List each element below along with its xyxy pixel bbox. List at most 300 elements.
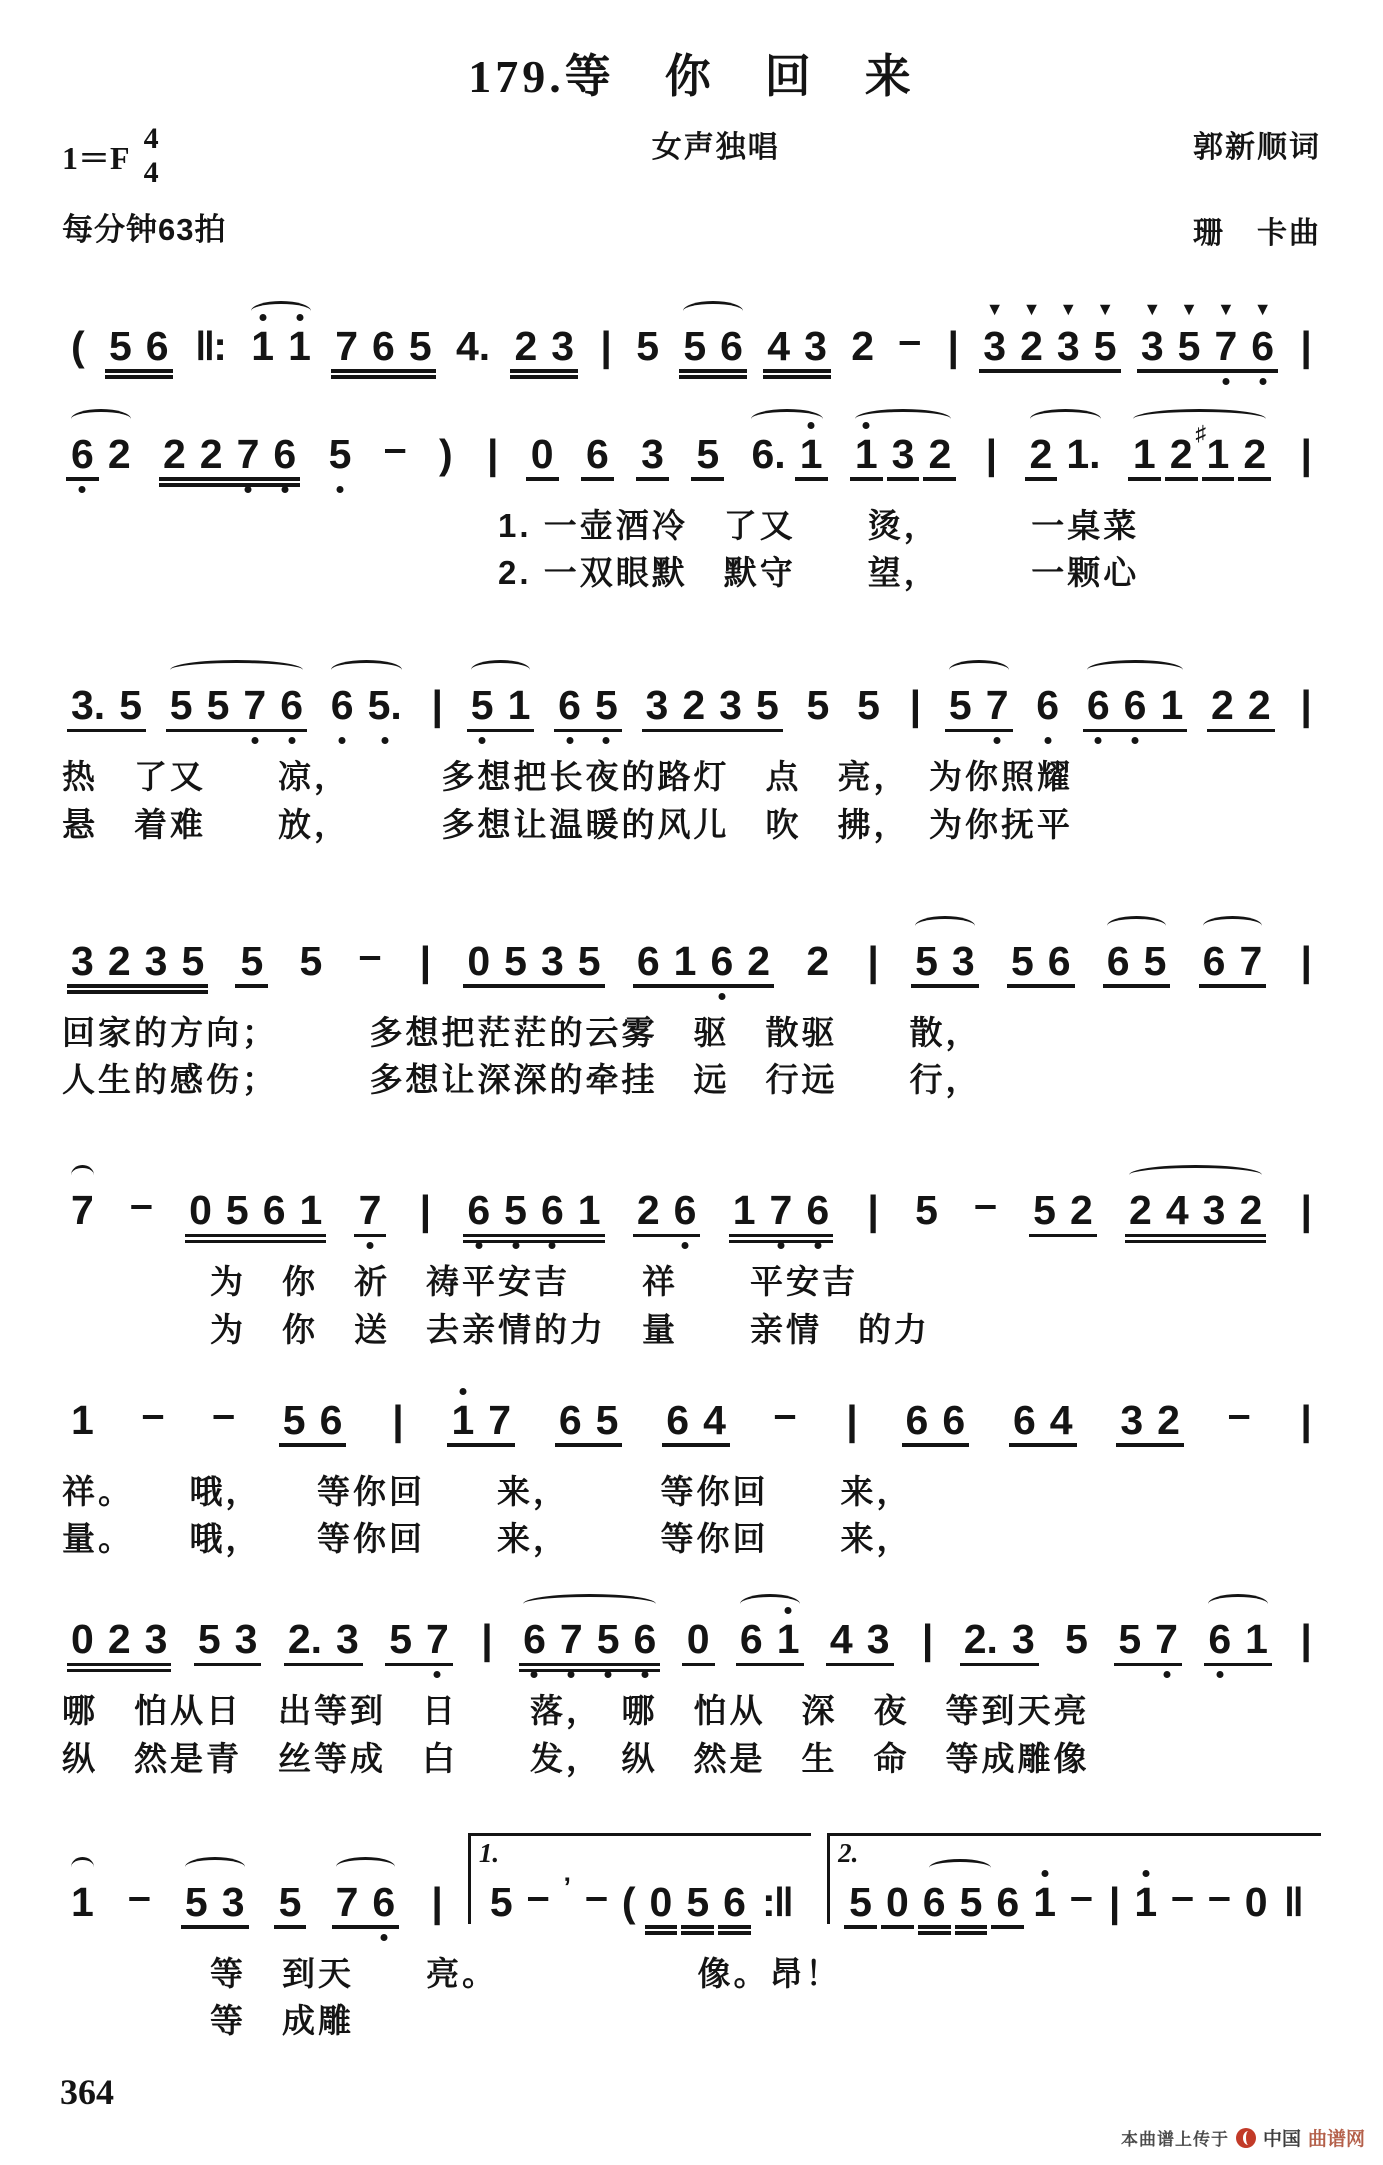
octave-dot-below (566, 737, 573, 744)
note-group (350, 931, 391, 983)
beam-line (284, 1663, 363, 1667)
beam-line (185, 1234, 326, 1238)
slur-group (62, 1878, 103, 1925)
note: 2 (1239, 1187, 1263, 1234)
octave-dot-above (863, 422, 870, 429)
barline: | (419, 937, 430, 984)
note: 7 (1239, 937, 1263, 984)
note-group (1109, 1616, 1187, 1663)
barline: | (985, 430, 996, 477)
note: 7 (763, 1190, 800, 1232)
accent-icon: ▼ (1216, 299, 1235, 319)
note-group (628, 937, 779, 984)
note: 5 (299, 937, 323, 984)
music-system-6 (62, 1390, 1321, 1564)
beam-line (945, 729, 1013, 733)
note: 3 (1120, 1396, 1144, 1443)
octave-dot-below (718, 993, 725, 1000)
beam-line (681, 1931, 714, 1935)
note-group (470, 1616, 501, 1663)
octave-dot-below (1216, 1671, 1223, 1678)
octave-dot-below (641, 1671, 648, 1678)
note: 5 (636, 323, 660, 369)
note: 3 (804, 323, 827, 369)
beam-line (1199, 984, 1267, 988)
beam-line (235, 984, 268, 988)
note: 6 (534, 1190, 571, 1232)
note: 3 (951, 937, 975, 984)
beam-line (463, 1240, 604, 1244)
lyrics-block (62, 1950, 1321, 2046)
beam-line (67, 729, 146, 733)
note: 5 (915, 937, 938, 984)
note: 0 (467, 937, 491, 984)
note-group (549, 682, 627, 729)
note: 6 (1080, 685, 1117, 727)
note-group (1004, 1396, 1082, 1443)
note-group (133, 1390, 174, 1442)
slur-group (940, 682, 1018, 729)
octave-dot-below (475, 1242, 482, 1249)
lyrics-block (62, 1687, 1321, 1783)
note-group (184, 323, 236, 369)
beam-line (1083, 729, 1187, 733)
note: 7 (419, 1619, 456, 1661)
lyric-line-verse1: 回家的方向； 多想把茫茫的云雾 驱 散驱 散， (62, 1013, 982, 1051)
note-group (724, 1187, 838, 1234)
lyric-line-verse1: 祥。 哦， 等你回 来， 等你回 来， (62, 1472, 913, 1510)
note: 2 (851, 323, 875, 369)
note: 3 (234, 1616, 258, 1663)
note: 6 (1202, 937, 1226, 984)
slur-group (327, 1878, 405, 1925)
octave-dot-above (459, 1388, 466, 1395)
note: 6 (262, 1187, 286, 1234)
octave-dot-below (339, 737, 346, 744)
note: 1 (770, 1619, 807, 1661)
beam-line (555, 1443, 623, 1447)
beam-line (331, 369, 435, 373)
note: 6 (324, 685, 361, 727)
note: – (773, 1390, 797, 1437)
note: 6 (703, 941, 740, 983)
note: 1 (244, 326, 281, 368)
note: 5 (184, 1878, 208, 1925)
note: 0 (524, 434, 561, 476)
note-group (589, 323, 620, 369)
octave-dot-below (777, 1242, 784, 1249)
note: 6 (627, 1619, 664, 1661)
note: – (974, 1181, 997, 1228)
note: 5 (181, 937, 205, 984)
beam-line (463, 984, 604, 988)
note: 2 (514, 323, 538, 369)
note: 5 (953, 1882, 990, 1924)
note: ( (621, 1878, 636, 1925)
note-group (62, 1396, 103, 1443)
note: 5 (464, 685, 501, 727)
note: 5 (389, 1616, 413, 1663)
beam-line (826, 1663, 894, 1667)
note-group (62, 682, 151, 729)
note: 6 (716, 1882, 753, 1924)
lyric-line-verse2: 人生的感伤； 多想让深深的牵挂 远 行远 行， (62, 1061, 982, 1099)
note-group (381, 1396, 412, 1443)
note: – (526, 1872, 550, 1919)
watermark (1121, 2124, 1365, 2151)
lyric-line-verse1: 哪 怕从日 出等到 日 落， 哪 怕从 深 夜 等到天亮 (62, 1692, 1090, 1730)
note: 6 (516, 1619, 553, 1661)
note: 6 (372, 323, 395, 369)
note: 2 (1157, 1396, 1180, 1443)
slur-group (161, 682, 312, 729)
barline: | (846, 1396, 856, 1443)
accent-icon: ▼ (1022, 299, 1041, 319)
barline: | (947, 323, 957, 369)
volta-label: 2. (838, 1837, 859, 1868)
key-signature (62, 122, 159, 190)
beam-line (1029, 1234, 1097, 1238)
music-system-5 (62, 1181, 1321, 1354)
note: 6 (667, 1190, 704, 1232)
note-group (154, 430, 305, 477)
note: 4 (829, 1616, 853, 1663)
note: – (1207, 1872, 1231, 1919)
barline: | (419, 1187, 430, 1234)
beam-line (763, 369, 831, 373)
note: 4 (767, 323, 791, 369)
octave-dot-below (337, 486, 344, 493)
note: 6 (636, 937, 660, 984)
note: 3 (71, 937, 94, 984)
notation-line-2 (62, 421, 1321, 477)
note-group (458, 1187, 609, 1234)
note-group (687, 430, 728, 477)
barline: | (921, 1616, 932, 1663)
slur-group (1120, 1187, 1271, 1234)
lyric-line-verse2: 量。 哦， 等你回 来， 等你回 来， (62, 1520, 913, 1558)
note: 5 (282, 1396, 306, 1443)
beam-line (519, 1669, 660, 1673)
note: 1 (1127, 1882, 1164, 1924)
note: 6 (1012, 1396, 1036, 1443)
note: 5 (588, 685, 625, 727)
note: 6 (145, 323, 169, 369)
slur-group (322, 682, 411, 729)
beam-line (645, 1925, 678, 1929)
note-group (1289, 1616, 1320, 1663)
note-group (657, 1396, 735, 1443)
beam-line (902, 1443, 970, 1447)
note-group (380, 1616, 458, 1663)
lyric-line-verse1: 1. 一壶酒冷 了又 烫， 一桌菜 (498, 506, 1140, 544)
notation-line-3 (62, 682, 1321, 729)
slur-group (906, 937, 984, 984)
note: 5 (689, 434, 726, 476)
note: 3 (1011, 1616, 1035, 1663)
slur-group (846, 430, 960, 477)
slur-group (62, 1187, 103, 1234)
octave-dot-below (549, 1242, 556, 1249)
beam-line (185, 1240, 326, 1244)
beam-line (633, 984, 774, 988)
note-group (180, 1187, 331, 1234)
note-group (678, 1616, 719, 1663)
meter-denominator: 4 (143, 156, 159, 189)
note: 1 (1126, 434, 1163, 476)
note: 3 ▼ (1140, 299, 1164, 369)
beam-line (1116, 1443, 1184, 1447)
notation-line-1 (62, 299, 1321, 369)
watermark-site-name-red: 曲谱网 (1307, 2129, 1365, 2150)
note-group (848, 682, 889, 729)
note: 1 (1160, 682, 1184, 729)
note-group (476, 430, 507, 477)
note: 6. (751, 430, 786, 477)
octave-dot-below (1044, 737, 1051, 744)
page-title: 179.等 你 回 来 (468, 51, 915, 102)
note: – (383, 424, 407, 471)
note: 6 (558, 1396, 582, 1443)
note: 1 (444, 1400, 481, 1442)
barline: | (867, 937, 877, 984)
beam-line (274, 1925, 307, 1929)
note: 6 ▼ (1244, 326, 1281, 368)
note: 6 (1029, 685, 1066, 727)
note-group (447, 323, 499, 369)
note-group (821, 1616, 899, 1663)
slur-group (176, 1878, 254, 1925)
sharp-icon: ♯ (1195, 421, 1206, 445)
note: 5 (948, 682, 972, 729)
note: 3. (71, 682, 106, 729)
beam-line (918, 1931, 951, 1935)
note: 2 (1236, 434, 1273, 476)
octave-dot-below (245, 486, 252, 493)
note: 6 (1106, 937, 1130, 984)
beam-line (385, 1663, 453, 1667)
note: 3 (885, 434, 922, 476)
site-logo-icon (1236, 2128, 1256, 2148)
slur-group (242, 323, 320, 369)
note-group (632, 430, 673, 477)
lyric-line-verse2: 纵 然是青 丝等成 白 发， 纵 然是 生 命 等成雕像 (62, 1739, 1090, 1777)
beam-line (636, 477, 669, 481)
note: 4 (1049, 1396, 1073, 1443)
note: 4. (455, 323, 491, 369)
note-group (1132, 299, 1283, 369)
note: – (358, 931, 382, 978)
note: 2 (162, 430, 186, 477)
note: 1 (71, 1878, 94, 1925)
barline: | (1108, 1878, 1119, 1925)
note: 3 (221, 1878, 245, 1925)
note: 5 ▼ (1093, 299, 1117, 369)
barline: | (1300, 937, 1310, 984)
lyrics-block (62, 1468, 1321, 1564)
octave-dot-below (568, 1671, 575, 1678)
barline: | (1300, 1616, 1310, 1663)
note: 1 (1026, 1882, 1063, 1924)
notation-line-7 (62, 1616, 1321, 1663)
note: 2. (963, 1616, 998, 1663)
note-group (62, 937, 213, 984)
barline: | (431, 682, 442, 729)
slur-group (514, 1616, 665, 1663)
note-group (758, 323, 836, 369)
accent-icon: ▼ (985, 299, 1004, 319)
note: 6 (460, 1190, 497, 1232)
volta-label: 1. (478, 1837, 500, 1868)
slur-group (62, 430, 140, 477)
watermark-prefix: 本曲谱上传于 (1120, 2130, 1229, 2149)
note-group (1056, 1616, 1097, 1663)
slur-group (1098, 937, 1176, 984)
beam-line (736, 1663, 804, 1667)
note-group (1219, 1390, 1260, 1442)
note: 6 (916, 1882, 953, 1924)
note-group (522, 430, 563, 477)
lyrics-block (62, 502, 1321, 598)
octave-dot-below (512, 1242, 519, 1249)
beam-line (166, 729, 307, 733)
beam-line (763, 375, 831, 379)
barline: | (481, 1616, 491, 1663)
notation-line-4 (62, 931, 1321, 984)
note-group (550, 1396, 628, 1443)
note: 7 (488, 1396, 512, 1443)
beam-line (979, 369, 1120, 373)
octave-dot-below (682, 1242, 689, 1249)
note: 3 (144, 937, 168, 984)
note: 2 (199, 430, 223, 477)
octave-dot-above (785, 1607, 792, 1614)
octave-dot-below (1163, 1671, 1170, 1678)
beam-line (332, 1925, 400, 1929)
octave-dot-below (814, 1242, 821, 1249)
composer-credit: 珊 卡曲 (1193, 217, 1321, 250)
note: 5 (857, 682, 880, 729)
beam-line (105, 375, 173, 379)
octave-dot-below (994, 737, 1001, 744)
beam-line (463, 1234, 604, 1238)
notation-line-5 (62, 1181, 1321, 1234)
note-group (409, 937, 440, 984)
beam-line (1103, 984, 1171, 988)
note-group (119, 1872, 160, 1924)
note-group (279, 1616, 368, 1663)
note-group (430, 430, 462, 477)
note: – (1070, 1872, 1093, 1919)
note: ’ (563, 1871, 572, 1902)
barline: | (486, 430, 497, 477)
beam-line (718, 1925, 751, 1929)
note: 0 (71, 1616, 94, 1663)
note: 3 (1202, 1187, 1226, 1234)
accent-icon: ▼ (1143, 299, 1162, 319)
page-number: 364 (60, 2072, 114, 2112)
note: – (212, 1390, 235, 1437)
octave-dot-below (605, 1671, 612, 1678)
note: 2 (1023, 434, 1060, 476)
note-group (627, 323, 668, 369)
beam-line (881, 1925, 914, 1929)
note: 3 (144, 1616, 168, 1663)
meter-numerator: 4 (143, 122, 159, 155)
voice-type: 女声独唱 (651, 131, 780, 164)
barline: | (600, 323, 610, 369)
note-group (765, 1390, 806, 1442)
note: 1 (1245, 1616, 1268, 1663)
note: 6 (905, 1396, 929, 1443)
note: 7 (553, 1619, 590, 1661)
beam-line (1114, 1663, 1182, 1667)
note: – (130, 1181, 153, 1228)
lyric-line-verse1: 热 了又 凉， 多想把长夜的路灯 点 亮， 为你照耀 (62, 758, 1073, 796)
beam-line (159, 477, 300, 481)
beam-line (682, 1663, 715, 1667)
note: 5 (322, 434, 359, 476)
beam-line (991, 1925, 1024, 1929)
beam-line (519, 1663, 660, 1667)
note: 4 (1165, 1187, 1189, 1234)
note: 5 (1065, 1616, 1088, 1663)
lyrics-block (62, 1009, 1321, 1105)
note-group (856, 937, 887, 984)
note: 6 (319, 1396, 343, 1443)
note: 3 (866, 1616, 890, 1663)
note: 5 (683, 323, 707, 369)
music-system-1 (62, 299, 1321, 369)
note: 2 (1069, 1187, 1093, 1234)
beam-line (645, 1931, 678, 1935)
beam-line (67, 990, 208, 994)
octave-dot-below (251, 737, 258, 744)
beam-line (67, 984, 208, 988)
note: 0 (189, 1187, 212, 1234)
note: 2 (806, 937, 830, 984)
beam-line (181, 1925, 249, 1929)
beam-line (850, 477, 883, 481)
meta-row (62, 122, 1321, 190)
octave-dot-below (531, 1671, 538, 1678)
note: 1 (848, 434, 885, 476)
note-group (974, 299, 1125, 369)
note: 5 (842, 1882, 879, 1924)
octave-dot-below (1222, 378, 1229, 385)
octave-dot-below (288, 737, 295, 744)
note: 5 (1010, 937, 1034, 984)
note: 6 (739, 1616, 763, 1663)
note-group (62, 1616, 176, 1663)
note-group (955, 1616, 1044, 1663)
note: 1 (577, 1187, 601, 1234)
note: – (141, 1390, 165, 1437)
beam-line (955, 1931, 988, 1935)
note: 3 (634, 434, 671, 476)
note: 5 (590, 1619, 627, 1661)
slur-group (462, 682, 540, 729)
lyrics-block (62, 1258, 1321, 1354)
note: 0 (680, 1619, 717, 1661)
note: 5 (272, 1882, 309, 1924)
beam-line (1007, 984, 1075, 988)
note-group (911, 1616, 942, 1663)
note: 5 (1143, 937, 1167, 984)
beam-line (911, 984, 979, 988)
note-group (835, 1396, 866, 1443)
note: 6 (273, 685, 310, 727)
